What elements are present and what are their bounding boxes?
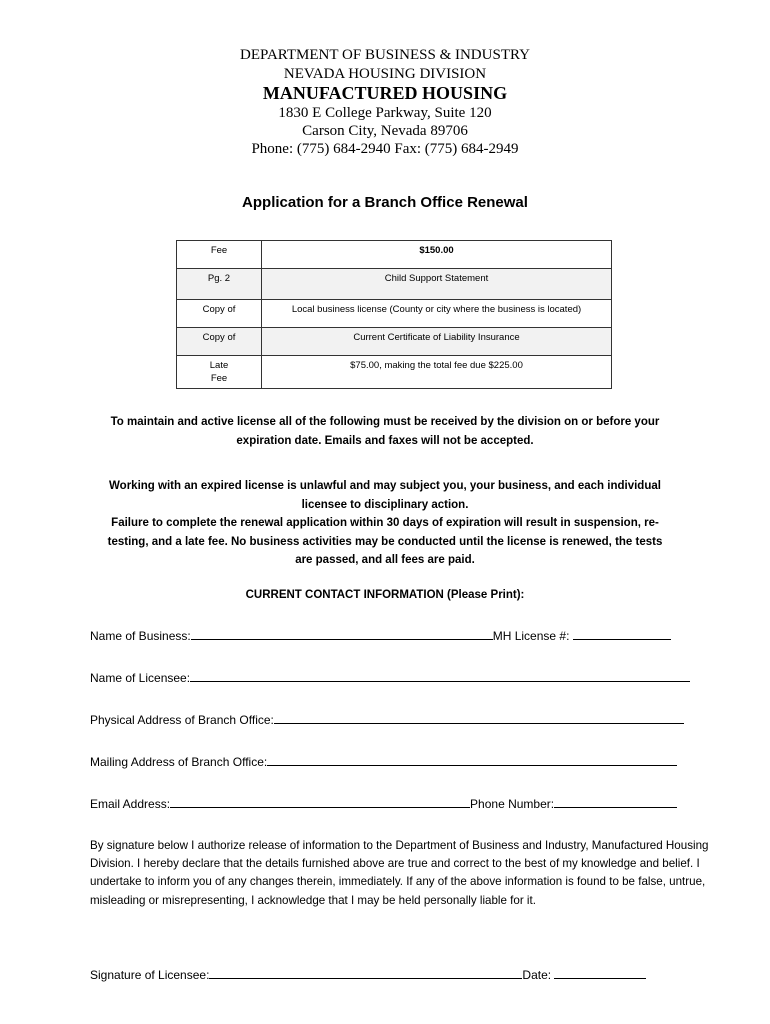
fee-value: $75.00, making the total fee due $225.00 <box>262 356 612 389</box>
program-name: MANUFACTURED HOUSING <box>262 83 508 103</box>
page-title: Application for a Branch Office Renewal <box>242 194 528 211</box>
fee-label <box>177 356 262 389</box>
table-row <box>177 300 612 328</box>
licensee-name-row <box>90 669 690 686</box>
street-address: 1830 E College Parkway, Suite 120 <box>278 105 492 121</box>
mailing-address-row <box>90 753 677 770</box>
notice-expired: Working with an expired license is unlawful and may subject you, your business, and each individual licensee to disciplinary action. <box>109 480 661 511</box>
table-row <box>177 241 612 269</box>
signature-label: Signature of Licensee: <box>90 968 210 982</box>
signature-field[interactable] <box>209 966 522 979</box>
licensee-name-label: Name of Licensee: <box>90 671 191 685</box>
phone-field[interactable] <box>554 795 677 808</box>
date-label: Date: <box>522 968 552 982</box>
department-name: DEPARTMENT OF BUSINESS & INDUSTRY <box>240 47 530 63</box>
late-fee-label: Late Fee <box>209 360 229 384</box>
notice-deadline: To maintain and active license all of the following must be received by the division on or before your expiration date. Emails and faxes will not be accepted. <box>110 416 660 447</box>
division-name: NEVADA HOUSING DIVISION <box>283 66 487 82</box>
table-row <box>177 328 612 356</box>
fee-label: Fee <box>177 241 262 269</box>
business-name-label: Name of Business: <box>90 629 191 643</box>
phone-label: Phone Number: <box>470 797 555 811</box>
fee-value: Current Certificate of Liability Insurance <box>262 328 612 356</box>
fee-value: Child Support Statement <box>262 269 612 300</box>
business-name-row <box>90 627 671 644</box>
fee-table <box>176 240 612 389</box>
fee-label: Copy of <box>177 328 262 356</box>
notice-failure: Failure to complete the renewal application within 30 days of expiration will result in suspension, re-testing, and a late fee. No business activities may be conducted until the license is renewed, the tests are passed, and all fees are paid. <box>107 517 663 566</box>
physical-address-label: Physical Address of Branch Office: <box>90 713 274 727</box>
fee-label: Copy of <box>177 300 262 328</box>
mh-license-label: MH License #: <box>492 629 570 643</box>
date-field[interactable] <box>554 966 646 979</box>
section-title: CURRENT CONTACT INFORMATION (Please Print): <box>245 589 525 601</box>
licensee-name-field[interactable] <box>190 669 690 682</box>
phone-fax: Phone: (775) 684-2940 Fax: (775) 684-2949 <box>251 141 519 157</box>
physical-address-field[interactable] <box>274 711 684 724</box>
mailing-address-label: Mailing Address of Branch Office: <box>90 755 268 769</box>
mh-license-field[interactable] <box>573 627 671 640</box>
email-label: Email Address: <box>90 797 171 811</box>
fee-value: $150.00 <box>262 241 612 269</box>
physical-address-row <box>90 711 684 728</box>
table-row <box>177 269 612 300</box>
city-address: Carson City, Nevada 89706 <box>302 123 468 139</box>
fee-value: Local business license (County or city where the business is located) <box>262 300 612 328</box>
signature-row <box>90 966 646 983</box>
mailing-address-field[interactable] <box>267 753 677 766</box>
email-row <box>90 795 677 812</box>
table-row <box>177 356 612 389</box>
email-field[interactable] <box>170 795 470 808</box>
fee-label: Pg. 2 <box>177 269 262 300</box>
authorization-statement: By signature below I authorize release of information to the Department of Business and Industry, Manufactured Housing Division. I hereby declare that the details furnished above are true and correct to the best of my knowledge and belief. I undertake to inform you of any changes therein, immediately. If any of the above information is found to be false, untrue, misleading or misrepresenting, I acknowledge that I may be held personally liable for it. <box>90 839 709 907</box>
business-name-field[interactable] <box>191 627 493 640</box>
